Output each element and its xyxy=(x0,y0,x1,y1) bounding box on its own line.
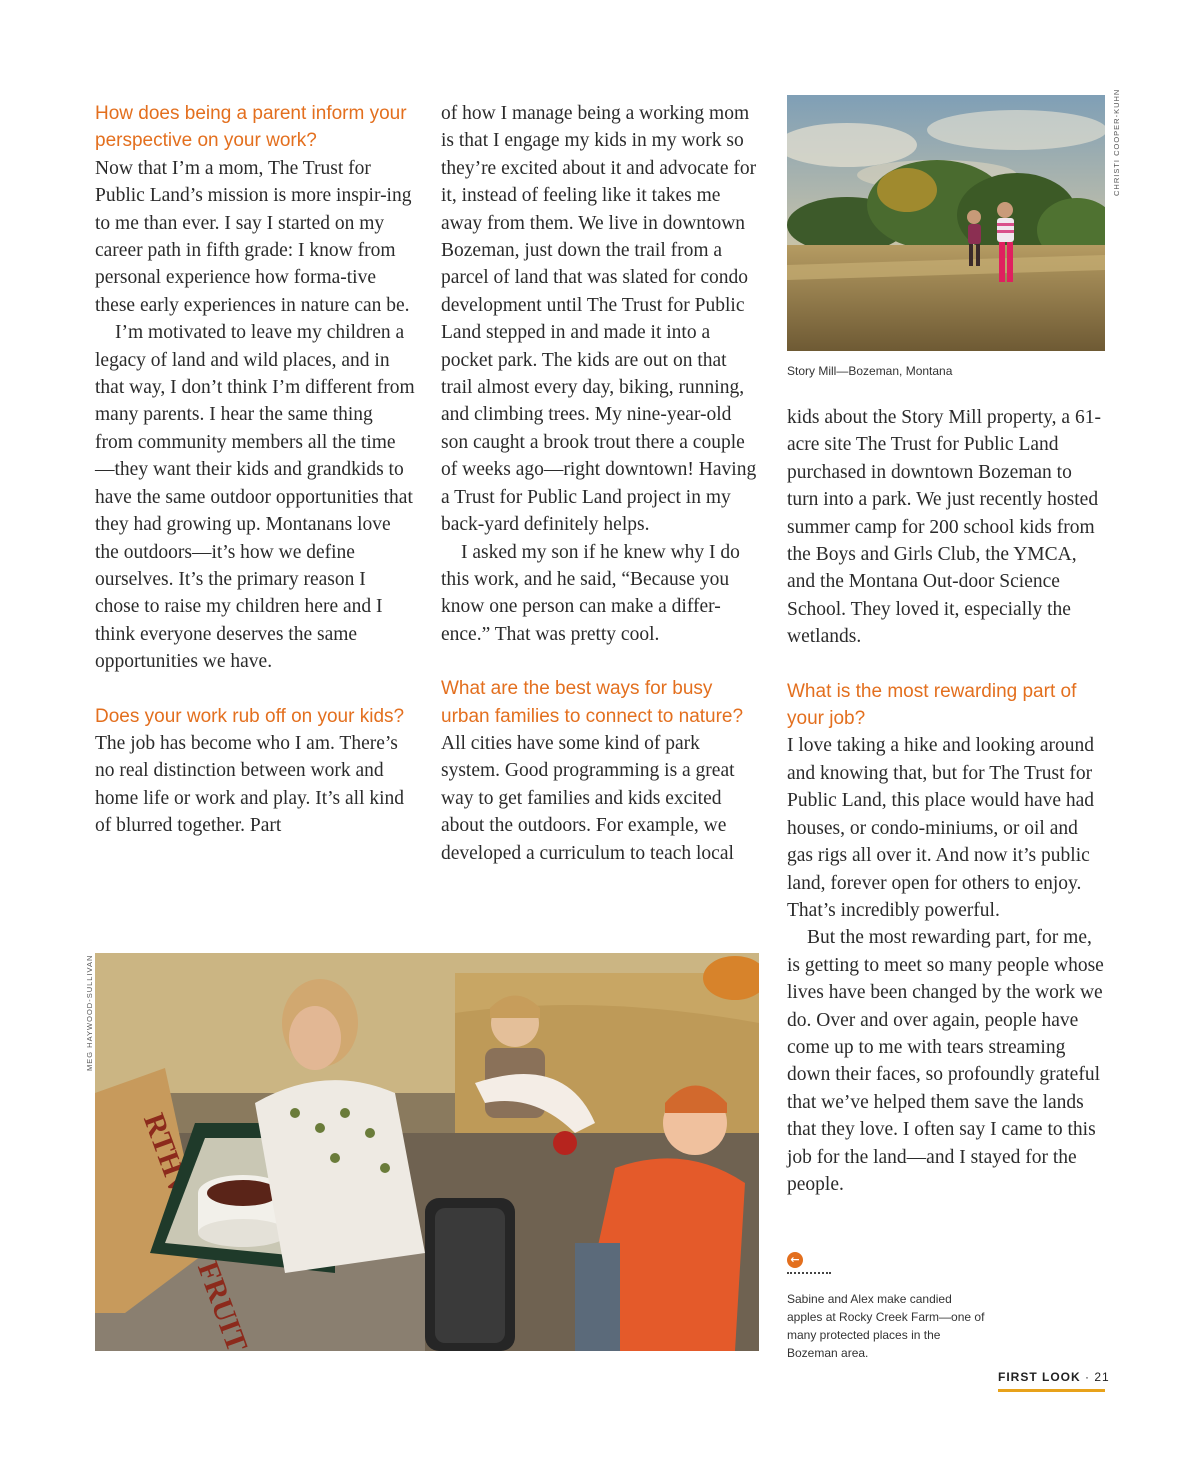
arrow-left-icon: ← xyxy=(787,1252,803,1268)
column-3 xyxy=(787,404,1107,1198)
photo-credit: CHRISTI COOPER-KUHN xyxy=(1112,88,1121,196)
question-heading: What are the best ways for busy urban families to connect to nature? xyxy=(441,678,744,727)
caption-divider xyxy=(787,1272,831,1274)
answer-paragraph: But the most rewarding part, for me, is getting to meet so many people whose lives have been changed by the work we do. Over and over again, people have come up to me with tears streaming down their faces, so profoundly grateful that we’ve helped them save the lands that they love. I often say I came to this job for the land—and I stayed for the people. xyxy=(787,927,1104,1195)
farm-photo xyxy=(95,953,759,1351)
question-heading: How does being a parent inform your perspective on your work? xyxy=(95,103,407,152)
answer-paragraph: I asked my son if he knew why I do this work, and he said, “Because you know one person can make a differ-ence.” That was pretty cool. xyxy=(441,541,740,645)
answer-paragraph: kids about the Story Mill property, a 61-acre site The Trust for Public Land purchased in downtown Bozeman to turn into a park. We just recently hosted summer camp for 200 school kids from the Boys and Girls Club, the YMCA, and the Montana Out-door Science School. They loved it, especially the wetlands. xyxy=(787,407,1101,648)
answer-paragraph: I love taking a hike and looking around and knowing that, but for The Trust for Public Land, this place would have had houses, or condo-miniums, or oil and gas rigs all over it. And now it’s public land, forever open for others to enjoy. That’s incredibly powerful. xyxy=(787,735,1095,921)
answer-paragraph: All cities have some kind of park system. Good programming is a great way to get families and kids excited about the outdoors. For example, we developed a curriculum to teach local xyxy=(441,732,735,864)
footer-rule xyxy=(998,1389,1105,1392)
section-name: FIRST LOOK xyxy=(998,1370,1081,1384)
question-heading: Does your work rub off on your kids? xyxy=(95,705,405,727)
answer-paragraph: of how I manage being a working mom is that I engage my kids in my work so they’re excited about it and advocate for it, instead of feeling like it takes me away from them. We live in downtown Bozeman, just down the trail from a parcel of land that was slated for condo development until The Trust for Public Land stepped in and made it into a pocket park. The kids are out on that trail almost every day, biking, running, and climbing trees. My nine-year-old son caught a brook trout there a couple of weeks ago—right downtown! Having a Trust for Public Land project in my back-yard definitely helps. xyxy=(441,103,757,536)
folio xyxy=(998,1370,1110,1384)
question-heading: What is the most rewarding part of your job? xyxy=(787,680,1077,730)
story-mill-photo xyxy=(787,95,1105,351)
answer-paragraph: Now that I’m a mom, The Trust for Public Land’s mission is more inspir-ing to me than ever. I say I started on my career path in fifth grade: I know from personal experience how forma-tive these early experiences in nature can be. xyxy=(95,157,412,316)
candied-apple-illustration xyxy=(95,953,759,1351)
folio-separator: · xyxy=(1085,1370,1091,1384)
photo-credit: MEG HAYWOOD-SULLIVAN xyxy=(85,954,94,1071)
column-2 xyxy=(441,100,761,867)
answer-paragraph: The job has become who I am. There’s no real distinction between work and home life or work and play. It’s all kind of blurred together. Part xyxy=(95,732,405,837)
crate-label: FRUIT xyxy=(190,1257,254,1351)
photo-caption: Sabine and Alex make candied apples at Rocky Creek Farm—one of many protected places in the Bozeman area. xyxy=(787,1292,985,1360)
photo-caption: Story Mill—Bozeman, Montana xyxy=(787,364,953,378)
meadow-illustration xyxy=(787,95,1105,351)
page-number: 21 xyxy=(1094,1370,1110,1384)
column-1 xyxy=(95,100,415,840)
answer-paragraph: I’m motivated to leave my children a legacy of land and wild places, and in that way, I don’t think I’m different from many parents. I hear the same thing from community members all the time—they want their kids and grandkids to have the same outdoor opportunities that they had growing up. Montanans love the outdoors—it’s how we define ourselves. It’s the primary reason I chose to raise my children here and I think everyone deserves the same opportunities we have. xyxy=(95,322,415,673)
